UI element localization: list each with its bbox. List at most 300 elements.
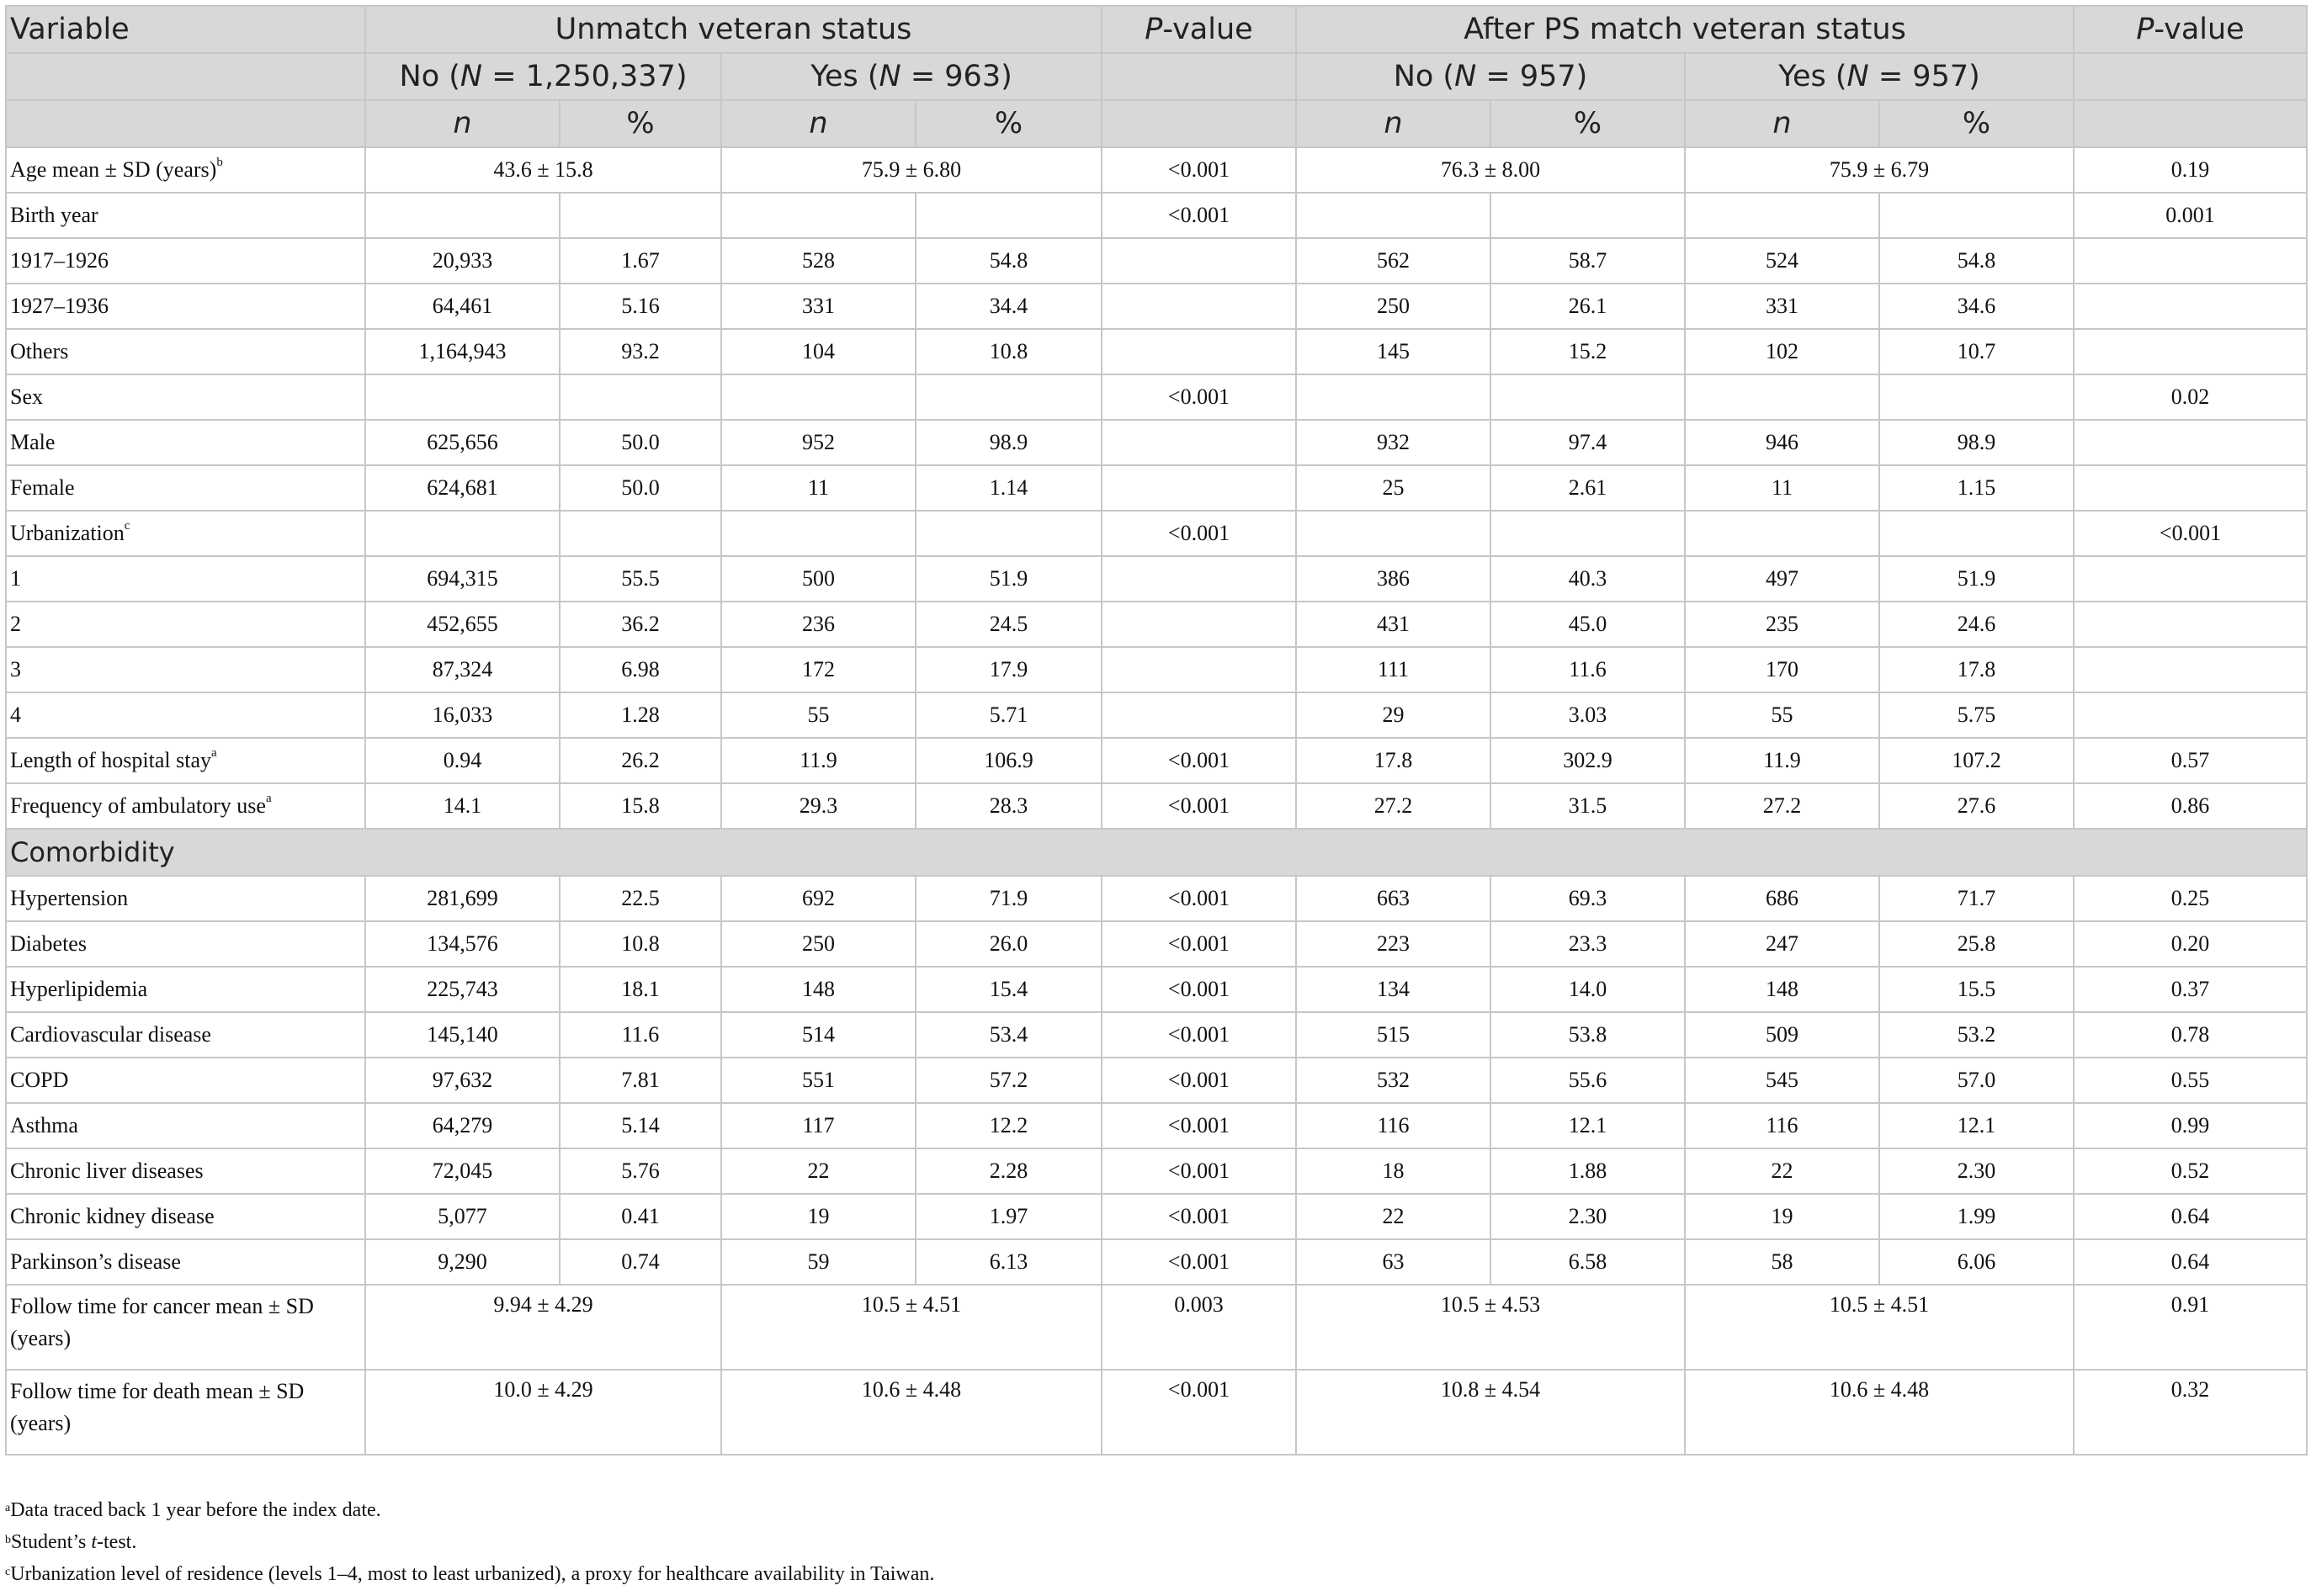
row-label — [6, 1012, 365, 1058]
row-label-text: Urbanization — [10, 521, 125, 545]
p-value-unmatch: <0.001 — [1102, 967, 1296, 1012]
unmatch-yes-pct: 53.4 — [916, 1012, 1102, 1058]
match-no-n: 532 — [1296, 1058, 1490, 1103]
row-label-text: 1927–1936 — [10, 294, 109, 318]
header-empty — [6, 53, 365, 100]
unmatch-yes-n: 19 — [721, 1194, 916, 1239]
match-yes-n: 497 — [1685, 556, 1879, 602]
header-empty — [1102, 100, 1296, 147]
footnote-ref: a — [265, 792, 272, 805]
n-text: n — [453, 107, 472, 141]
p-value-match — [2074, 329, 2307, 374]
match-yes-pct: 51.9 — [1879, 556, 2074, 602]
footnote-c — [5, 1558, 934, 1590]
unmatch-yes-n: 692 — [721, 876, 916, 921]
unmatch-no-n: 16,033 — [365, 692, 560, 738]
unmatch-yes-pct: 24.5 — [916, 602, 1102, 647]
header-pvalue-1 — [1102, 6, 1296, 53]
footnote-text: Urbanization level of residence (levels 1–4, most to least urbanized), a proxy for healthcare availability in Taiwan. — [10, 1563, 935, 1585]
match-no-n: 223 — [1296, 921, 1490, 967]
unmatch-no-pct: 5.76 — [560, 1148, 721, 1194]
header-pct: % — [916, 100, 1102, 147]
unmatch-yes-pct: 17.9 — [916, 647, 1102, 692]
unmatch-no-n: 225,743 — [365, 967, 560, 1012]
unmatch-no-pct: 10.8 — [560, 921, 721, 967]
row-label — [6, 374, 365, 420]
unmatch-yes-n: 952 — [721, 420, 916, 465]
match-yes-pct: 57.0 — [1879, 1058, 2074, 1103]
match-yes-value: 10.6 ± 4.48 — [1685, 1370, 2074, 1455]
match-no-n: 134 — [1296, 967, 1490, 1012]
p-value-match: 0.86 — [2074, 783, 2307, 829]
p-value-match: 0.32 — [2074, 1370, 2307, 1455]
row-label — [6, 921, 365, 967]
match-yes-n: 946 — [1685, 420, 1879, 465]
table-row — [6, 692, 2307, 738]
row-label-text: Asthma — [10, 1113, 78, 1137]
header-empty — [1102, 53, 1296, 100]
row-label — [6, 284, 365, 329]
p-value-unmatch: <0.001 — [1102, 876, 1296, 921]
match-no-pct: 31.5 — [1490, 783, 1685, 829]
header-matched: After PS match veteran status — [1296, 6, 2074, 53]
n-count: = 957) — [1868, 60, 1980, 93]
unmatch-yes-value: 10.5 ± 4.51 — [721, 1285, 1102, 1370]
row-label — [6, 420, 365, 465]
n-label: N — [1846, 60, 1869, 93]
header-empty — [2074, 53, 2307, 100]
p-value-match: 0.78 — [2074, 1012, 2307, 1058]
match-yes-n: 11 — [1685, 465, 1879, 511]
match-yes-n: 545 — [1685, 1058, 1879, 1103]
unmatch-yes-pct: 5.71 — [916, 692, 1102, 738]
match-yes-n: 102 — [1685, 329, 1879, 374]
header-row-3 — [6, 100, 2307, 147]
match-yes-pct: 2.30 — [1879, 1148, 2074, 1194]
p-value-unmatch: <0.001 — [1102, 1058, 1296, 1103]
unmatch-yes-n: 500 — [721, 556, 916, 602]
unmatch-yes-n: 104 — [721, 329, 916, 374]
unmatch-no-pct: 1.28 — [560, 692, 721, 738]
p-value-match — [2074, 238, 2307, 284]
p-value-unmatch: <0.001 — [1102, 374, 1296, 420]
table-row — [6, 147, 2307, 193]
p-value-match: 0.20 — [2074, 921, 2307, 967]
row-label — [6, 647, 365, 692]
match-yes-n: 148 — [1685, 967, 1879, 1012]
unmatch-no-n: 72,045 — [365, 1148, 560, 1194]
unmatch-no-pct: 11.6 — [560, 1012, 721, 1058]
unmatch-no-value: 10.0 ± 4.29 — [365, 1370, 721, 1455]
match-no-pct: 23.3 — [1490, 921, 1685, 967]
unmatch-no-n: 5,077 — [365, 1194, 560, 1239]
match-no-pct: 55.6 — [1490, 1058, 1685, 1103]
unmatch-yes-n: 148 — [721, 967, 916, 1012]
unmatch-yes-pct — [916, 193, 1102, 238]
row-label-text: Frequency of ambulatory use — [10, 793, 266, 818]
unmatch-yes-n: 22 — [721, 1148, 916, 1194]
match-no-n: 22 — [1296, 1194, 1490, 1239]
row-label-text: Cardiovascular disease — [10, 1022, 211, 1047]
unmatch-no-n: 625,656 — [365, 420, 560, 465]
p-value-unmatch: <0.001 — [1102, 147, 1296, 193]
section-title: Comorbidity — [6, 829, 2307, 876]
p-value-unmatch: <0.001 — [1102, 783, 1296, 829]
match-no-n: 145 — [1296, 329, 1490, 374]
unmatch-no-n: 145,140 — [365, 1012, 560, 1058]
unmatch-yes-pct: 12.2 — [916, 1103, 1102, 1148]
header-n — [1296, 100, 1490, 147]
row-label — [6, 147, 365, 193]
unmatch-yes-n — [721, 374, 916, 420]
row-label — [6, 876, 365, 921]
p-value-match — [2074, 420, 2307, 465]
match-no-pct — [1490, 511, 1685, 556]
pvalue-p: P — [1145, 13, 1163, 46]
unmatch-no-pct: 7.81 — [560, 1058, 721, 1103]
p-value-match: 0.52 — [2074, 1148, 2307, 1194]
unmatch-yes-n: 250 — [721, 921, 916, 967]
p-value-match: 0.02 — [2074, 374, 2307, 420]
header-match-yes: Yes (N = 957) — [1685, 53, 2074, 100]
unmatch-no-n: 452,655 — [365, 602, 560, 647]
p-value-match — [2074, 465, 2307, 511]
unmatch-no-value: 9.94 ± 4.29 — [365, 1285, 721, 1370]
table-row — [6, 783, 2307, 829]
unmatch-no-n — [365, 374, 560, 420]
table-row — [6, 329, 2307, 374]
table-row — [6, 876, 2307, 921]
n-count: = 1,250,337) — [482, 60, 688, 93]
match-yes-pct: 6.06 — [1879, 1239, 2074, 1285]
unmatch-yes-n: 55 — [721, 692, 916, 738]
row-label — [6, 193, 365, 238]
table-row — [6, 1058, 2307, 1103]
p-value-match — [2074, 602, 2307, 647]
unmatch-yes-pct: 106.9 — [916, 738, 1102, 783]
p-value-match — [2074, 692, 2307, 738]
row-label-text: 1917–1926 — [10, 248, 109, 273]
footnote-mark: a — [5, 1502, 11, 1514]
header-n — [1685, 100, 1879, 147]
match-no-pct: 53.8 — [1490, 1012, 1685, 1058]
table-row — [6, 1103, 2307, 1148]
table-row — [6, 1148, 2307, 1194]
table-row — [6, 738, 2307, 783]
unmatch-no-pct: 26.2 — [560, 738, 721, 783]
match-no-pct: 26.1 — [1490, 284, 1685, 329]
match-no-n: 932 — [1296, 420, 1490, 465]
match-yes-pct: 12.1 — [1879, 1103, 2074, 1148]
p-value-match: 0.001 — [2074, 193, 2307, 238]
row-label — [6, 329, 365, 374]
table-row — [6, 921, 2307, 967]
header-match-no: No (N = 957) — [1296, 53, 1685, 100]
unmatch-no-pct: 0.74 — [560, 1239, 721, 1285]
n-text: n — [809, 107, 828, 141]
unmatch-yes-pct: 71.9 — [916, 876, 1102, 921]
row-label — [6, 1148, 365, 1194]
row-label-text: COPD — [10, 1068, 69, 1092]
unmatch-yes-pct: 54.8 — [916, 238, 1102, 284]
row-label-text: Chronic kidney disease — [10, 1204, 215, 1228]
unmatch-yes-n: 514 — [721, 1012, 916, 1058]
unmatch-no-n: 64,461 — [365, 284, 560, 329]
p-value-match: 0.57 — [2074, 738, 2307, 783]
match-yes-pct: 27.6 — [1879, 783, 2074, 829]
row-label — [6, 556, 365, 602]
table-row — [6, 556, 2307, 602]
unmatch-no-n: 14.1 — [365, 783, 560, 829]
p-value-unmatch — [1102, 465, 1296, 511]
p-value-match: 0.19 — [2074, 147, 2307, 193]
match-no-n: 63 — [1296, 1239, 1490, 1285]
row-label — [6, 1285, 365, 1370]
match-yes-n: 686 — [1685, 876, 1879, 921]
unmatch-yes-pct: 98.9 — [916, 420, 1102, 465]
p-value-unmatch: <0.001 — [1102, 921, 1296, 967]
match-no-pct: 40.3 — [1490, 556, 1685, 602]
header-n — [365, 100, 560, 147]
n-text: n — [1384, 107, 1403, 141]
unmatch-no-pct: 5.14 — [560, 1103, 721, 1148]
unmatch-yes-n: 331 — [721, 284, 916, 329]
match-yes-pct: 25.8 — [1879, 921, 2074, 967]
match-no-pct: 3.03 — [1490, 692, 1685, 738]
match-yes-n — [1685, 193, 1879, 238]
footnote-ref: a — [211, 746, 217, 760]
match-yes-pct: 5.75 — [1879, 692, 2074, 738]
p-value-match — [2074, 284, 2307, 329]
veteran-status-table — [5, 5, 2308, 1455]
unmatch-no-pct: 55.5 — [560, 556, 721, 602]
row-label-text: Others — [10, 339, 69, 363]
table-row — [6, 284, 2307, 329]
row-label — [6, 783, 365, 829]
row-label-text: Follow time for death mean ± SD (years) — [10, 1379, 305, 1435]
match-no-pct — [1490, 374, 1685, 420]
match-no-n: 111 — [1296, 647, 1490, 692]
p-value-unmatch: <0.001 — [1102, 511, 1296, 556]
unmatch-no-n — [365, 511, 560, 556]
unmatch-yes-pct — [916, 374, 1102, 420]
group-yes: Yes — [810, 60, 858, 93]
header-pct: % — [560, 100, 721, 147]
n-count: = 957) — [1476, 60, 1588, 93]
header-empty — [6, 100, 365, 147]
row-label — [6, 1194, 365, 1239]
unmatch-no-pct — [560, 511, 721, 556]
match-no-n: 18 — [1296, 1148, 1490, 1194]
p-value-unmatch — [1102, 284, 1296, 329]
match-no-n: 17.8 — [1296, 738, 1490, 783]
p-value-match: 0.25 — [2074, 876, 2307, 921]
row-label — [6, 692, 365, 738]
match-no-n — [1296, 511, 1490, 556]
header-unmatch-yes: Yes (N = 963) — [721, 53, 1102, 100]
group-yes: Yes — [1778, 60, 1826, 93]
row-label — [6, 967, 365, 1012]
row-label-text: 1 — [10, 566, 21, 591]
n-text: n — [1772, 107, 1792, 141]
match-yes-pct — [1879, 511, 2074, 556]
unmatch-no-n: 9,290 — [365, 1239, 560, 1285]
match-no-n: 25 — [1296, 465, 1490, 511]
match-yes-pct: 1.15 — [1879, 465, 2074, 511]
p-value-unmatch: <0.001 — [1102, 1012, 1296, 1058]
match-yes-pct: 53.2 — [1879, 1012, 2074, 1058]
n-count: = 963) — [900, 60, 1012, 93]
unmatch-yes-n: 172 — [721, 647, 916, 692]
unmatch-no-pct: 18.1 — [560, 967, 721, 1012]
match-yes-n — [1685, 511, 1879, 556]
unmatch-yes-n: 551 — [721, 1058, 916, 1103]
table-row — [6, 1285, 2307, 1370]
unmatch-yes-value: 75.9 ± 6.80 — [721, 147, 1102, 193]
row-label — [6, 511, 365, 556]
unmatch-yes-n: 528 — [721, 238, 916, 284]
match-yes-pct: 17.8 — [1879, 647, 2074, 692]
table-row — [6, 420, 2307, 465]
p-value-unmatch — [1102, 329, 1296, 374]
match-no-value: 76.3 ± 8.00 — [1296, 147, 1685, 193]
row-label — [6, 465, 365, 511]
unmatch-yes-pct: 51.9 — [916, 556, 1102, 602]
row-label-text: 3 — [10, 657, 21, 681]
match-no-pct: 69.3 — [1490, 876, 1685, 921]
match-no-pct: 11.6 — [1490, 647, 1685, 692]
p-value-match: 0.37 — [2074, 967, 2307, 1012]
header-unmatch-no: No (N = 1,250,337) — [365, 53, 721, 100]
unmatch-no-n: 64,279 — [365, 1103, 560, 1148]
row-label — [6, 1239, 365, 1285]
unmatch-yes-pct: 34.4 — [916, 284, 1102, 329]
match-yes-n: 235 — [1685, 602, 1879, 647]
table-row — [6, 967, 2307, 1012]
unmatch-no-n: 97,632 — [365, 1058, 560, 1103]
match-no-value: 10.8 ± 4.54 — [1296, 1370, 1685, 1455]
match-yes-n: 58 — [1685, 1239, 1879, 1285]
header-empty — [2074, 100, 2307, 147]
unmatch-no-n: 624,681 — [365, 465, 560, 511]
unmatch-no-pct: 93.2 — [560, 329, 721, 374]
unmatch-yes-n — [721, 193, 916, 238]
unmatch-no-n: 0.94 — [365, 738, 560, 783]
n-label: N — [460, 60, 483, 93]
match-yes-n: 170 — [1685, 647, 1879, 692]
match-no-pct: 2.30 — [1490, 1194, 1685, 1239]
unmatch-no-n: 1,164,943 — [365, 329, 560, 374]
match-no-n: 250 — [1296, 284, 1490, 329]
match-no-n — [1296, 374, 1490, 420]
match-no-n: 562 — [1296, 238, 1490, 284]
p-value-match — [2074, 647, 2307, 692]
match-no-pct: 2.61 — [1490, 465, 1685, 511]
p-value-match: 0.91 — [2074, 1285, 2307, 1370]
unmatch-yes-n — [721, 511, 916, 556]
match-no-pct — [1490, 193, 1685, 238]
unmatch-yes-pct: 10.8 — [916, 329, 1102, 374]
row-label — [6, 1103, 365, 1148]
p-value-unmatch — [1102, 692, 1296, 738]
unmatch-yes-n: 11.9 — [721, 738, 916, 783]
match-yes-pct: 71.7 — [1879, 876, 2074, 921]
unmatch-no-pct — [560, 374, 721, 420]
table-row — [6, 511, 2307, 556]
match-yes-n: 27.2 — [1685, 783, 1879, 829]
p-value-match — [2074, 556, 2307, 602]
pvalue-p: P — [2136, 13, 2154, 46]
match-no-n: 515 — [1296, 1012, 1490, 1058]
table-row — [6, 1370, 2307, 1455]
match-no-pct: 1.88 — [1490, 1148, 1685, 1194]
footnote-text: Student’s — [11, 1531, 92, 1553]
header-pct: % — [1490, 100, 1685, 147]
row-label — [6, 602, 365, 647]
match-yes-n: 247 — [1685, 921, 1879, 967]
group-no: No — [1393, 60, 1434, 93]
row-label-text: Chronic liver diseases — [10, 1159, 204, 1183]
unmatch-no-pct: 15.8 — [560, 783, 721, 829]
match-yes-n: 524 — [1685, 238, 1879, 284]
match-yes-pct: 98.9 — [1879, 420, 2074, 465]
header-variable: Variable — [6, 6, 365, 53]
table-row — [6, 465, 2307, 511]
unmatch-yes-pct: 2.28 — [916, 1148, 1102, 1194]
header-row-1 — [6, 6, 2307, 53]
match-yes-pct: 10.7 — [1879, 329, 2074, 374]
row-label — [6, 1370, 365, 1455]
row-label-text: Hyperlipidemia — [10, 977, 148, 1001]
unmatch-no-pct: 36.2 — [560, 602, 721, 647]
footnote-b — [5, 1526, 934, 1558]
row-label-text: Diabetes — [10, 931, 87, 956]
unmatch-no-n: 694,315 — [365, 556, 560, 602]
row-label-text: Parkinson’s disease — [10, 1249, 181, 1274]
match-yes-n: 331 — [1685, 284, 1879, 329]
footnotes — [5, 1494, 934, 1590]
match-yes-value: 10.5 ± 4.51 — [1685, 1285, 2074, 1370]
unmatch-yes-pct: 15.4 — [916, 967, 1102, 1012]
p-value-unmatch — [1102, 602, 1296, 647]
row-label-text: Age mean ± SD (years) — [10, 157, 217, 182]
p-value-unmatch: 0.003 — [1102, 1285, 1296, 1370]
p-value-unmatch: <0.001 — [1102, 193, 1296, 238]
unmatch-yes-n: 236 — [721, 602, 916, 647]
pvalue-suffix: -value — [1162, 13, 1253, 46]
p-value-unmatch: <0.001 — [1102, 1239, 1296, 1285]
unmatch-no-n: 20,933 — [365, 238, 560, 284]
row-label-text: Length of hospital stay — [10, 748, 212, 772]
row-label-text: Female — [10, 475, 75, 500]
footnote-mark: b — [5, 1534, 11, 1546]
match-yes-n: 55 — [1685, 692, 1879, 738]
match-no-pct: 58.7 — [1490, 238, 1685, 284]
unmatch-no-pct — [560, 193, 721, 238]
p-value-match: 0.64 — [2074, 1194, 2307, 1239]
unmatch-no-pct: 1.67 — [560, 238, 721, 284]
row-label-text: 2 — [10, 612, 21, 636]
unmatch-no-pct: 5.16 — [560, 284, 721, 329]
header-pvalue-2 — [2074, 6, 2307, 53]
match-no-pct: 6.58 — [1490, 1239, 1685, 1285]
match-no-n: 27.2 — [1296, 783, 1490, 829]
footnote-text: Data traced back 1 year before the index date. — [10, 1499, 381, 1521]
p-value-unmatch: <0.001 — [1102, 738, 1296, 783]
footnote-mark: c — [5, 1566, 11, 1578]
match-yes-n: 116 — [1685, 1103, 1879, 1148]
footnote-italic: t — [91, 1531, 98, 1553]
